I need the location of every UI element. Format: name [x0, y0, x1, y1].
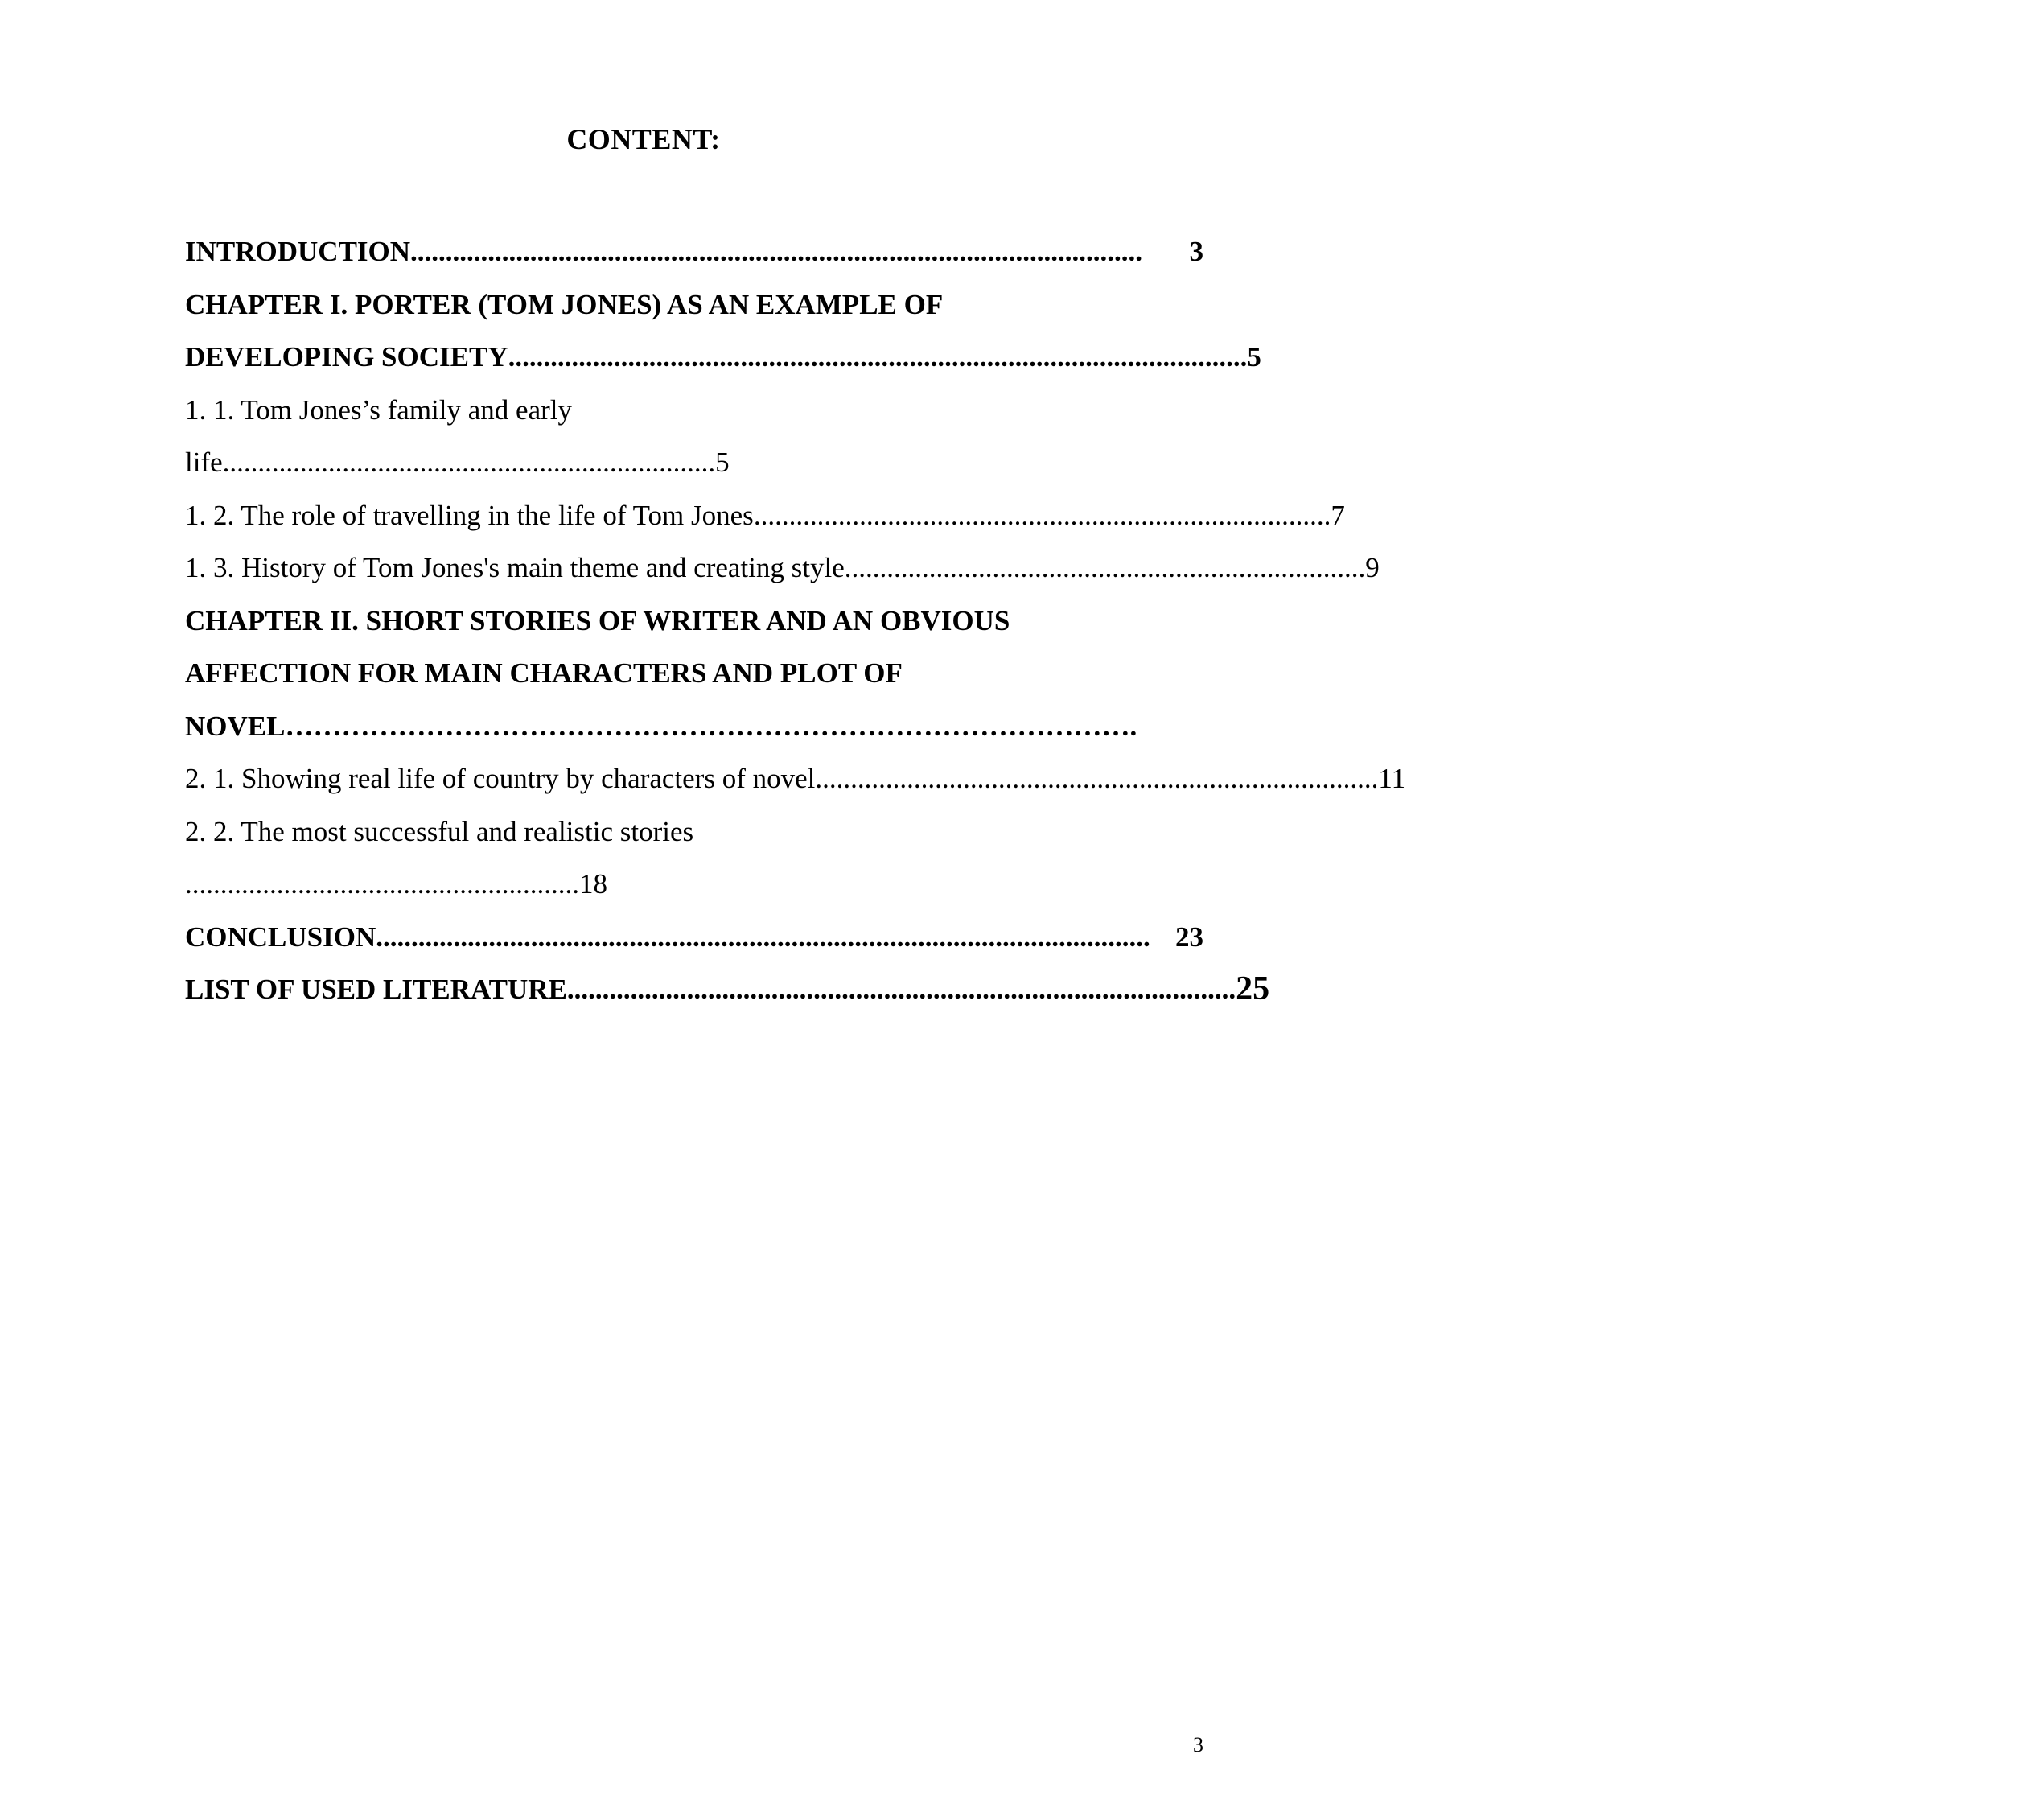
- toc-entry-chapter-2-line-3: NOVEL……………………………………………………………………………….: [185, 710, 1137, 742]
- toc-leader: ........................................................................................................: [410, 236, 1143, 267]
- toc-entry-chapter-1-line-1: CHAPTER I. PORTER (TOM JONES) AS AN EXAMPLE OF: [185, 288, 944, 320]
- toc-page-number: 23: [1175, 920, 1203, 953]
- toc-leader: ................................................................................: [815, 763, 1379, 794]
- toc-entry-introduction: [185, 225, 1203, 278]
- toc-page-number: 7: [1331, 499, 1345, 531]
- toc-leader: ..............................................................................................................: [376, 920, 1150, 953]
- toc-label: CONCLUSION: [185, 920, 376, 953]
- toc-leader: ..................................................................................: [753, 499, 1331, 531]
- toc-entry-conclusion: [185, 911, 1203, 964]
- toc-entry-chapter-1-line-2: [185, 331, 1261, 384]
- toc-page-number: 25: [1236, 970, 1270, 1007]
- toc-label: LIST OF USED LITERATURE: [185, 974, 567, 1005]
- toc-page-number: 11: [1378, 763, 1406, 794]
- toc-label: INTRODUCTION: [185, 236, 411, 267]
- page-number: 3: [1193, 1733, 1203, 1756]
- toc-leader: ..........................................................................: [844, 552, 1366, 583]
- toc-label: 1. 2. The role of travelling in the life of Tom Jones: [185, 499, 754, 531]
- toc-page-number: 3: [1189, 236, 1203, 267]
- toc-entry-section-1-2: [185, 489, 1345, 542]
- toc-leader: .........................................................................................................: [508, 341, 1248, 373]
- toc-page-number: 5: [1247, 341, 1261, 373]
- page-title: CONTENT:: [566, 123, 721, 155]
- toc-label: DEVELOPING SOCIETY: [185, 341, 508, 373]
- toc-entry-section-2-2-line-2: ........................................................18: [185, 868, 607, 900]
- toc-leader: ...............................................................................................: [566, 974, 1236, 1005]
- toc-entry-section-1-1-line-2: life......................................................................5: [185, 447, 730, 478]
- toc-label: 2. 1. Showing real life of country by characters of novel: [185, 763, 816, 794]
- toc-entry-section-2-2-line-1: 2. 2. The most successful and realistic stories: [185, 815, 694, 847]
- toc-entry-chapter-2-line-2: AFFECTION FOR MAIN CHARACTERS AND PLOT OF: [185, 657, 903, 689]
- table-of-contents: [185, 225, 1406, 1016]
- toc-entry-list-of-literature: [185, 963, 1270, 1016]
- toc-entry-section-2-1: [185, 752, 1406, 805]
- toc-label: 1. 3. History of Tom Jones's main theme and creating style: [185, 552, 845, 583]
- toc-entry-chapter-2-line-1: CHAPTER II. SHORT STORIES OF WRITER AND AN OBVIOUS: [185, 604, 1010, 636]
- toc-entry-section-1-1-line-1: 1. 1. Tom Jones’s family and early: [185, 393, 572, 426]
- toc-entry-section-1-3: [185, 541, 1380, 595]
- toc-page-number: 9: [1365, 552, 1380, 583]
